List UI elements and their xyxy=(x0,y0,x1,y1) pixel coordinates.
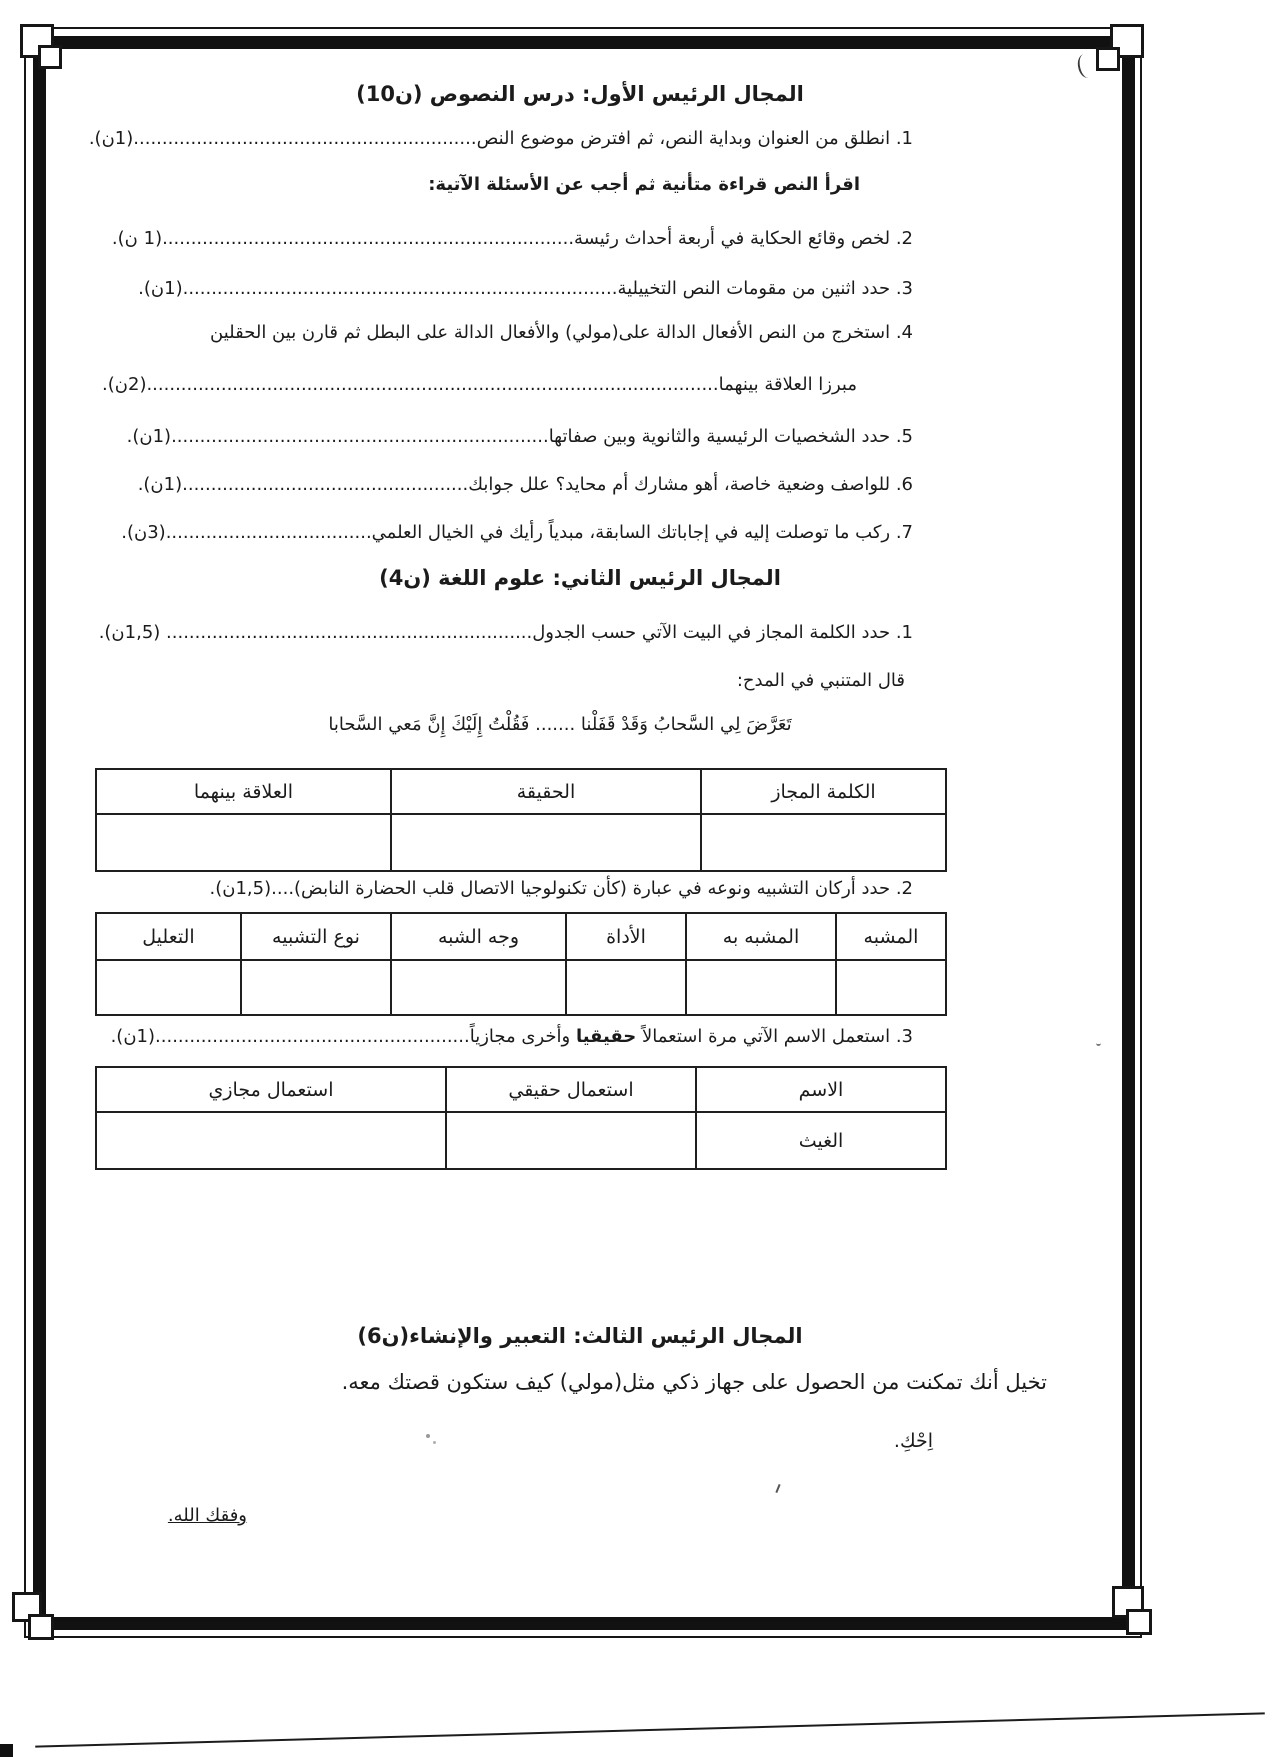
table-cell xyxy=(96,814,391,871)
border-corner-ornament xyxy=(28,1614,54,1640)
table-header-cell: نوع التشبيه xyxy=(241,913,391,960)
section2-title: المجال الرئيس الثاني: علوم اللغة (ن4) xyxy=(379,566,781,590)
section1-instruction: اقرأ النص قراءة متأنية ثم أجب عن الأسئلة الآتية: xyxy=(428,174,860,195)
border-corner-ornament xyxy=(38,45,62,69)
section3-imperative: اِحْكِ. xyxy=(893,1430,933,1452)
section2-question-1: 1. حدد الكلمة المجاز في البيت الآتي حسب الجدول................................................................ (1,5ن). xyxy=(98,622,913,643)
table-cell xyxy=(836,960,946,1015)
table-header-row xyxy=(96,1067,946,1112)
section3-prompt: تخيل أنك تمكنت من الحصول على جهاز ذكي مثل(مولي) كيف ستكون قصتك معه. xyxy=(341,1370,1047,1394)
table-header-row xyxy=(96,769,946,814)
section1-question-5: 5. حدد الشخصيات الرئيسية والثانوية وبين صفاتها..................................................................(1ن). xyxy=(126,426,913,447)
table-cell xyxy=(446,1112,696,1169)
poet-intro-line: قال المتنبي في المدح: xyxy=(736,670,905,691)
section1-question-3: 3. حدد اثنين من مقومات النص التخييلية............................................................................(1ن). xyxy=(138,278,913,299)
scan-artifact-dot xyxy=(426,1434,430,1438)
tashbih-table xyxy=(95,912,947,1016)
question-3-text-start: 3. استعمل الاسم الآتي مرة استعمالاً xyxy=(636,1026,913,1047)
table-cell xyxy=(701,814,946,871)
section1-question-2: 2. لخص وقائع الحكاية في أربعة أحداث رئيسة........................................................................(1 ن). xyxy=(111,228,913,249)
majaz-table xyxy=(95,768,947,872)
section1-question-1: 1. انطلق من العنوان وبداية النص، ثم افترض موضوع النص............................................................(1ن). xyxy=(88,128,913,149)
scan-artifact-dot xyxy=(433,1441,436,1444)
section3-title: المجال الرئيس الثالث: التعبير والإنشاء(ن6) xyxy=(357,1324,803,1348)
table-header-cell: الحقيقة xyxy=(391,769,701,814)
table-header-cell: استعمال مجازي xyxy=(96,1067,446,1112)
question-3-bold-word: حقيقيا xyxy=(575,1026,637,1047)
table-cell xyxy=(241,960,391,1015)
table-header-cell: المشبه xyxy=(836,913,946,960)
table-cell xyxy=(686,960,836,1015)
question-3-text-end: وأخرى مجازياً.......................................................(1ن). xyxy=(110,1026,576,1047)
table-header-row xyxy=(96,913,946,960)
table-cell xyxy=(96,960,241,1015)
table-cell xyxy=(391,814,701,871)
table-header-cell: الأداة xyxy=(566,913,686,960)
table-header-cell: التعليل xyxy=(96,913,241,960)
border-corner-ornament xyxy=(1126,1609,1152,1635)
section2-question-3 xyxy=(111,1024,913,1049)
table-row xyxy=(96,1112,946,1169)
table-cell xyxy=(96,1112,446,1169)
closing-blessing: وفقك الله. xyxy=(167,1505,247,1526)
table-header-cell: الاسم xyxy=(696,1067,946,1112)
table-cell-ism-value: الغيث xyxy=(696,1112,946,1169)
table-row xyxy=(96,960,946,1015)
table-cell xyxy=(566,960,686,1015)
table-header-cell: الكلمة المجاز xyxy=(701,769,946,814)
table-row xyxy=(96,814,946,871)
table-header-cell: العلاقة بينهما xyxy=(96,769,391,814)
section1-question-4-line1: 4. استخرج من النص الأفعال الدالة على(مولي) والأفعال الدالة على البطل ثم قارن بين الحقلين xyxy=(210,322,913,343)
table-header-cell: المشبه به xyxy=(686,913,836,960)
section1-question-7: 7. ركب ما توصلت إليه في إجاباتك السابقة، مبدياً رأيك في الخيال العلمي....................................(3ن). xyxy=(121,522,913,543)
poetry-verse: تَعَرَّضَ لِي السَّحابُ وَقَدْ قَفَلْنا ....... فَقُلْتُ إِلَيْكَ إِنَّ مَعي السَّحابا xyxy=(328,714,792,735)
scan-artifact-line xyxy=(35,1712,1265,1747)
section1-title: المجال الرئيس الأول: درس النصوص (ن10) xyxy=(356,82,804,106)
scan-artifact-mark xyxy=(1096,1040,1101,1046)
border-corner-ornament xyxy=(1096,47,1120,71)
ism-usage-table xyxy=(95,1066,947,1170)
section2-question-2: 2. حدد أركان التشبيه ونوعه في عبارة (كأن تكنولوجيا الاتصال قلب الحضارة النابض)....(1,5ن). xyxy=(209,878,913,899)
section1-question-4-line2: مبرزا العلاقة بينهما....................................................................................................(2ن). xyxy=(102,374,857,395)
table-header-cell: وجه الشبه xyxy=(391,913,566,960)
table-cell xyxy=(391,960,566,1015)
table-header-cell: استعمال حقيقي xyxy=(446,1067,696,1112)
scan-artifact-blob xyxy=(0,1744,13,1757)
section1-question-6: 6. للواصف وضعية خاصة، أهو مشارك أم محايد؟ علل جوابك..................................................(1ن). xyxy=(137,474,913,495)
